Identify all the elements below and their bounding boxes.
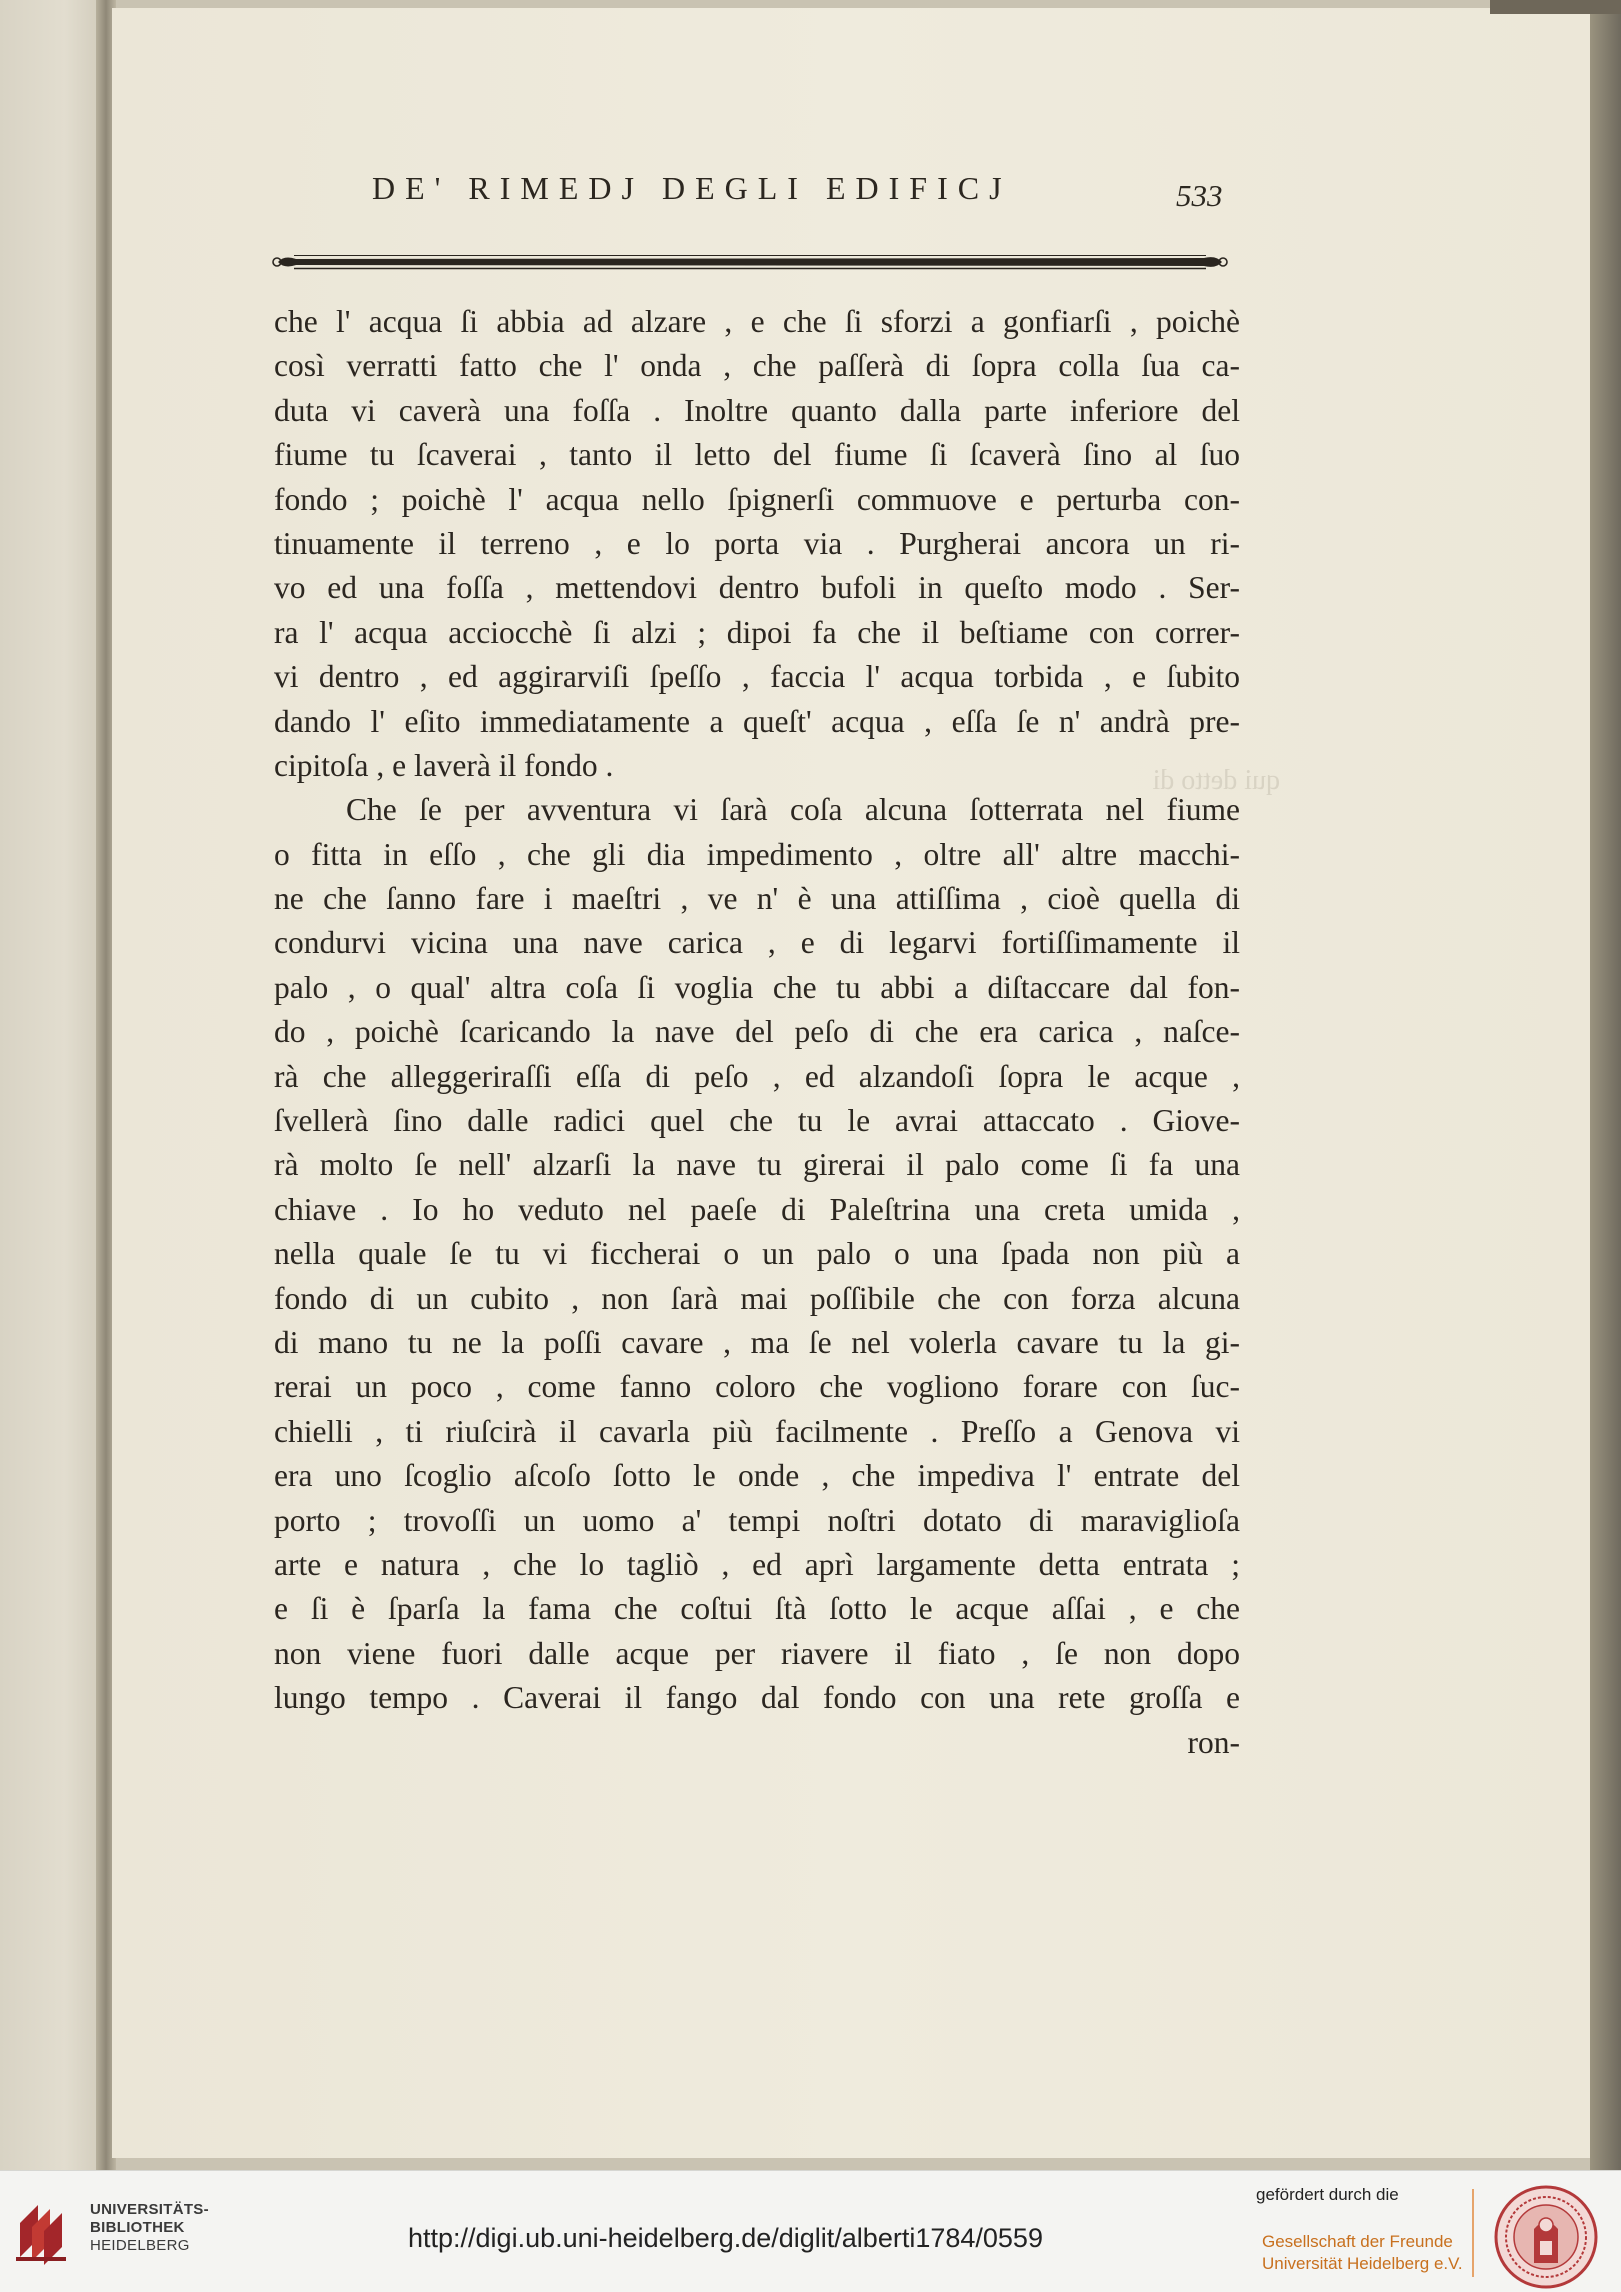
catchword: ron- xyxy=(1187,1724,1240,1760)
sponsor-label: gefördert durch die xyxy=(1256,2185,1399,2204)
sponsor-name[interactable]: Gesellschaft der Freunde Universität Heidelberg e.V. xyxy=(1262,2232,1463,2273)
bleed-through-shadow: qui detto di xyxy=(1152,765,1280,796)
text-line: condurvi vicina una nave carica , e di legarvi fortiſſimamente il xyxy=(274,925,1240,961)
text-line: porto ; trovoſſi un uomo a' tempi noſtri dotato di maraviglioſa xyxy=(274,1502,1240,1538)
text-line: fondo ; poichè l' acqua nello ſpignerſi commuove e perturba con- xyxy=(274,481,1240,517)
text-line: ne che ſanno fare i maeſtri , ve n' è una attiſſima , cioè quella di xyxy=(274,881,1240,917)
viewer-footer xyxy=(0,2170,1621,2292)
text-line: palo , o qual' altra coſa ſi voglia che tu abbi a diſtaccare dal fon- xyxy=(274,969,1240,1005)
body-text xyxy=(274,300,1240,1765)
text-line: o fitta in eſſo , che gli dia impedimento , oltre all' altre macchi- xyxy=(274,836,1240,872)
text-line: non viene fuori dalle acque per riavere il fiato , ſe non dopo xyxy=(274,1635,1240,1671)
text-line: do , poichè ſcaricando la nave del peſo di che era carica , naſce- xyxy=(274,1014,1240,1050)
text-line: chielli , ti riuſcirà il cavarla più facilmente . Preſſo a Genova vi xyxy=(274,1413,1240,1449)
text-line: e ſi è ſparſa la fama che coſtui ſtà ſotto le acque aſſai , e che xyxy=(274,1591,1240,1627)
text-line: tinuamente il terreno , e lo porta via . Purgherai ancora un ri- xyxy=(274,525,1240,561)
university-seal-icon xyxy=(1494,2185,1598,2289)
text-line: arte e natura , che lo tagliò , ed aprì largamente detta entrata ; xyxy=(274,1546,1240,1582)
right-page-edge xyxy=(1590,0,1621,2170)
library-name: UNIVERSITÄTS- BIBLIOTHEK HEIDELBERG xyxy=(90,2201,209,2254)
text-line: di mano tu ne la poſſi cavare , ma ſe nel volerla cavare tu la gi- xyxy=(274,1324,1240,1360)
text-line: duta vi caverà una foſſa . Inoltre quanto dalla parte inferiore del xyxy=(274,392,1240,428)
text-line: ſvellerà ſino dalle radici quel che tu le avrai attaccato . Giove- xyxy=(274,1103,1240,1139)
text-line: fondo di un cubito , non ſarà mai poſſibile che con forza alcuna xyxy=(274,1280,1240,1316)
footer-divider xyxy=(1472,2189,1474,2277)
text-line: che l' acqua ſi abbia ad alzare , e che ſi sforzi a gonfiarſi , poichè xyxy=(274,304,1240,339)
text-line: rà che alleggeriraſſi eſſa di peſo , ed alzandoſi ſopra le acque , xyxy=(274,1058,1240,1094)
page-number: 533 xyxy=(1176,178,1223,213)
text-line: era uno ſcoglio aſcoſo ſotto le onde , che impediva l' entrate del xyxy=(274,1458,1240,1494)
text-line: rà molto ſe nell' alzarſi la nave tu girerai il palo come ſi fa una xyxy=(274,1147,1240,1183)
text-line: cipitoſa , e laverà il fondo . xyxy=(274,747,614,783)
text-line: vi dentro , ed aggirarviſi ſpeſſo , faccia l' acqua torbida , e ſubito xyxy=(274,659,1240,695)
library-logo-icon[interactable] xyxy=(16,2195,78,2265)
text-line: lungo tempo . Caverai il fango dal fondo con una rete groſſa e xyxy=(274,1680,1240,1716)
left-page-edge xyxy=(0,0,108,2170)
permalink-url[interactable]: http://digi.ub.uni-heidelberg.de/diglit/alberti1784/0559 xyxy=(408,2223,1043,2253)
text-line: rerai un poco , come fanno coloro che vogliono forare con ſuc- xyxy=(274,1369,1240,1405)
text-line: dando l' eſito immediatamente a queſt' acqua , eſſa ſe n' andrà pre- xyxy=(274,703,1240,739)
text-line: chiave . Io ho veduto nel paeſe di Paleſtrina una creta umida , xyxy=(274,1191,1240,1227)
text-line: così verratti fatto che l' onda , che paſſerà di ſopra colla ſua ca- xyxy=(274,348,1240,384)
text-line: nella quale ſe tu vi ficcherai o un palo o una ſpada non più a xyxy=(274,1236,1240,1272)
text-line: Che ſe per avventura vi ſarà coſa alcuna ſotterrata nel fiume xyxy=(346,792,1240,828)
running-head: DE' RIMEDJ DEGLI EDIFICJ xyxy=(372,170,1012,206)
top-corner-edge xyxy=(1490,0,1621,14)
text-line: vo ed una foſſa , mettendovi dentro bufoli in queſto modo . Ser- xyxy=(274,570,1240,606)
text-line: fiume tu ſcaverai , tanto il letto del fiume ſi ſcaverà ſino al ſuo xyxy=(274,437,1240,473)
ornamental-rule xyxy=(270,252,1230,272)
text-line: ra l' acqua acciocchè ſi alzi ; dipoi fa che il beſtiame con correr- xyxy=(274,614,1240,650)
